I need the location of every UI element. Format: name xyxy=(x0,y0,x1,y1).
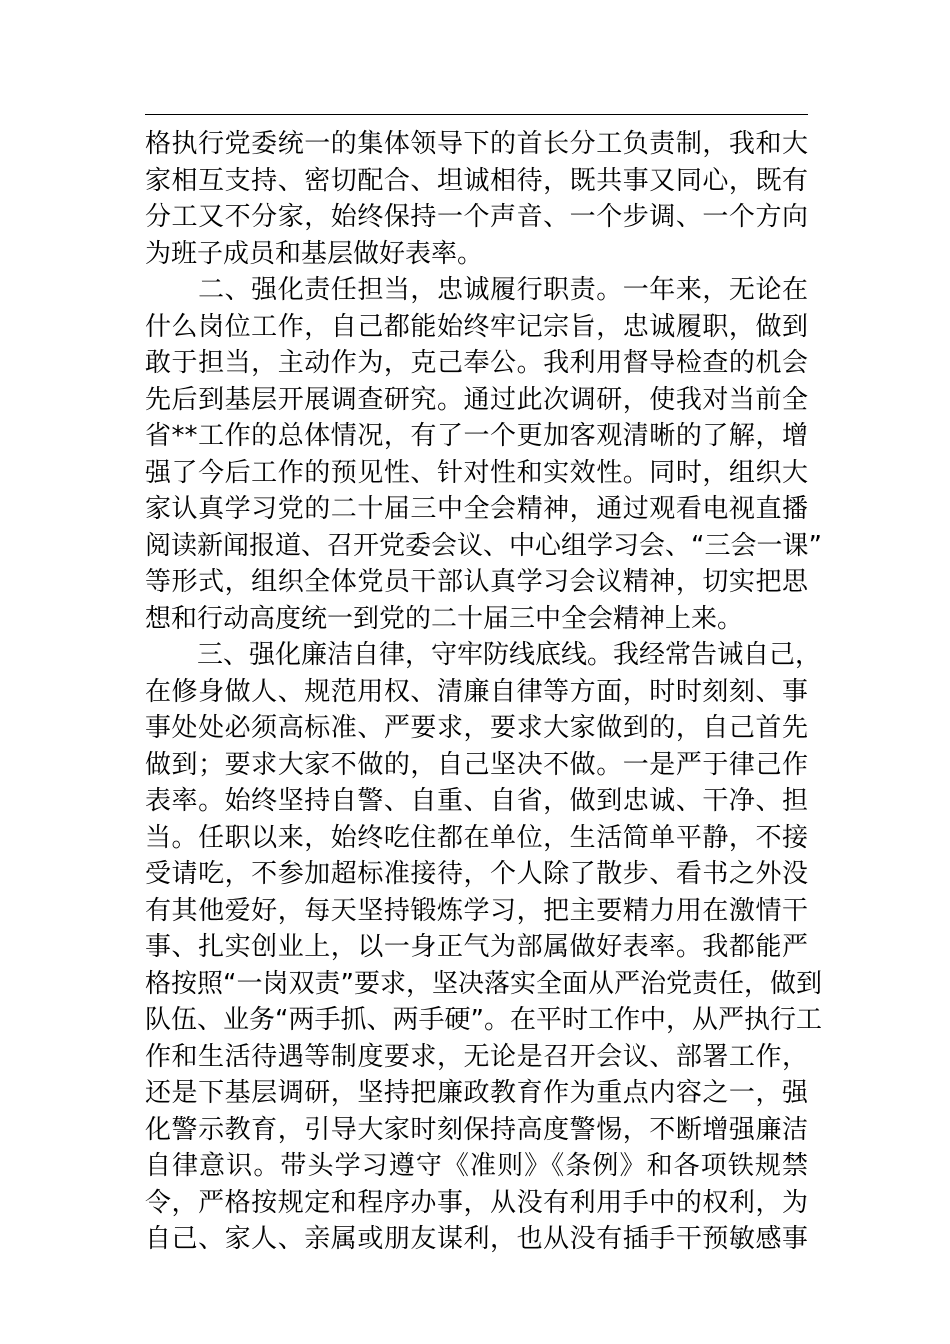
text-line: 为班子成员和基层做好表率。 xyxy=(145,238,484,269)
text-line: 格执行党委统一的集体领导下的首长分工负责制，我和大 xyxy=(145,129,808,159)
text-line: 化警示教育，引导大家时刻保持高度警惕，不断增强廉洁 xyxy=(145,1114,808,1145)
text-line: 当。任职以来，始终吃住都在单位，生活简单平静，不接 xyxy=(145,822,808,853)
text-line: 分工又不分家，始终保持一个声音、一个步调、一个方向 xyxy=(145,202,808,232)
section-3-heading-line: 三、强化廉洁自律，守牢防线底线。我经常告诫自己， xyxy=(145,640,822,670)
text-line: 自律意识。带头学习遵守《准则》《条例》和各项铁规禁 xyxy=(145,1151,808,1181)
text-line: 表率。始终坚持自警、自重、自省，做到忠诚、干净、担 xyxy=(145,786,808,816)
text-line: 强了今后工作的预见性、针对性和实效性。同时，组织大 xyxy=(145,457,808,488)
text-line: 家认真学习党的二十届三中全会精神，通过观看电视直播 xyxy=(145,494,808,524)
text-line: 等形式，组织全体党员干部认真学习会议精神，切实把思 xyxy=(145,567,808,597)
text-line: 令，严格按规定和程序办事，从没有利用手中的权利，为 xyxy=(145,1187,808,1218)
text-line: 省**工作的总体情况，有了一个更加客观清晰的了解，增 xyxy=(145,421,808,451)
body-text xyxy=(145,126,822,1258)
text-line: 想和行动高度统一到党的二十届三中全会精神上来。 xyxy=(145,603,744,634)
text-line: 敢于担当，主动作为，克己奉公。我利用督导检查的机会 xyxy=(145,348,808,378)
text-line: 自己、家人、亲属或朋友谋利，也从没有插手干预敏感事 xyxy=(145,1224,808,1254)
header-rule xyxy=(145,114,808,115)
section-2-heading-line: 二、强化责任担当，忠诚履行职责。一年来，无论在 xyxy=(145,275,808,305)
text-line: 还是下基层调研，坚持把廉政教育作为重点内容之一，强 xyxy=(145,1078,808,1108)
text-line: 家相互支持、密切配合、坦诚相待，既共事又同心，既有 xyxy=(145,165,808,196)
text-line: 格按照“一岗双责”要求，坚决落实全面从严治党责任，做到 xyxy=(145,968,822,999)
text-line: 受请吃，不参加超标准接待，个人除了散步、看书之外没 xyxy=(145,859,808,889)
text-line: 队伍、业务“两手抓、两手硬”。在平时工作中，从严执行工 xyxy=(145,1005,822,1035)
text-line: 有其他爱好，每天坚持锻炼学习，把主要精力用在激情干 xyxy=(145,895,808,926)
text-line: 阅读新闻报道、召开党委会议、中心组学习会、“三会一课” xyxy=(145,530,822,561)
text-line: 先后到基层开展调查研究。通过此次调研，使我对当前全 xyxy=(145,384,808,415)
text-line: 做到；要求大家不做的，自己坚决不做。一是严于律己作 xyxy=(145,749,808,780)
text-line: 事处处必须高标准、严要求，要求大家做到的，自己首先 xyxy=(145,713,808,743)
text-line: 在修身做人、规范用权、清廉自律等方面，时时刻刻、事 xyxy=(145,676,808,707)
text-line: 作和生活待遇等制度要求，无论是召开会议、部署工作， xyxy=(145,1041,808,1072)
text-line: 什么岗位工作，自己都能始终牢记宗旨，忠诚履职，做到 xyxy=(145,311,808,342)
text-line: 事、扎实创业上，以一身正气为部属做好表率。我都能严 xyxy=(145,932,808,962)
